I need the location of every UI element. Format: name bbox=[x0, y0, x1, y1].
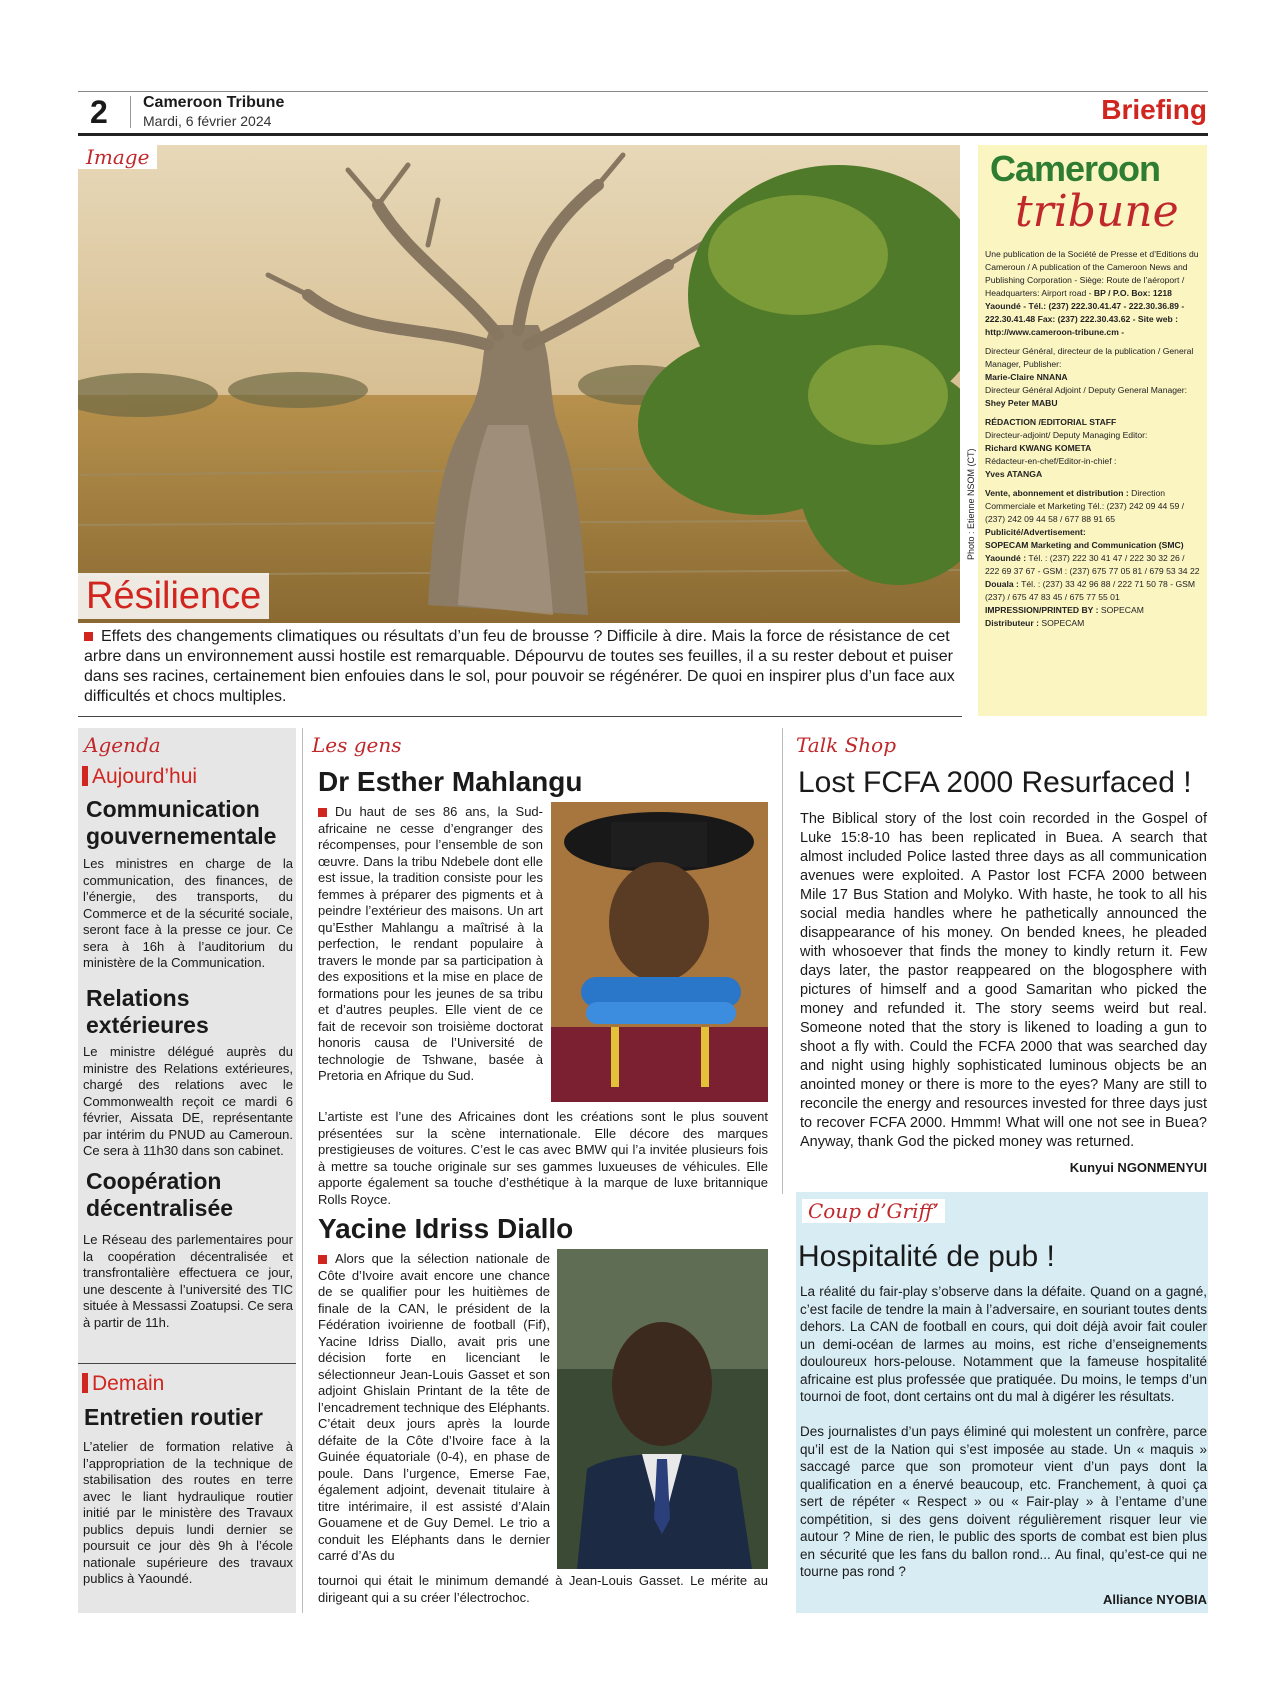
mast-dgm-name: Shey Peter MABU bbox=[985, 398, 1058, 408]
mast-contact: BP / P.O. Box: 1218 Yaoundé - Tél.: (237) 222.30.41.47 - 222.30.36.89 - 222.30.41.48 Fax: (237) 222.30.43.62 - Site web : http://www.cameroon-tribune.cm - bbox=[985, 288, 1185, 337]
mast-eic-role: Rédacteur-en-chef/Editor-in-chief : bbox=[985, 456, 1117, 466]
mast-dme-role: Directeur-adjoint/ Deputy Managing Editor: bbox=[985, 430, 1148, 440]
coup-griff-author: Alliance NYOBIA bbox=[1102, 1592, 1207, 1607]
mast-yaounde-text: Tél. : (237) 222 30 41 47 / 222 30 32 26 / 222 69 37 67 - GSM : (237) 675 77 05 81 / 679 53 34 22 bbox=[985, 553, 1200, 576]
paper-name: Cameroon Tribune bbox=[143, 94, 285, 111]
header-separator bbox=[130, 96, 131, 128]
person-bio-text: Alors que la sélection nationale de Côte d’Ivoire avait encore une chance de se qualifier pour les huitièmes de finale de la CAN, le président de la Fédération ivoirienne de football (Fif), Yacine Idriss Diallo, avait pris une décision forte en licenciant le sélectionneur Jean-Louis Gasset et son adjoint Ghislain Printant de la tête de l’encadrement technique des Eléphants. C’était deux jours après la lourde défaite de la Côte d’Ivoire face à la Guinée équatoriale (0-4), en phase de poule. Dans l’urgence, Emerse Fae, également adjoint, devenait titulaire à titre intérimaire, il est assisté d’Alain Gouamene et de Guy Demel. Le trio a conduit les Eléphants dans le dernier carré d’As du bbox=[318, 1251, 550, 1563]
masthead-info bbox=[985, 248, 1200, 636]
image-label: Image bbox=[78, 145, 157, 169]
coup-griff-title: Hospitalité de pub ! bbox=[798, 1240, 1055, 1273]
section-title: Briefing bbox=[1101, 94, 1207, 125]
agenda-divider bbox=[78, 1363, 296, 1364]
portrait-illustration bbox=[551, 802, 768, 1102]
red-bar bbox=[82, 1373, 88, 1393]
bullet-icon bbox=[318, 1255, 327, 1264]
issue-date: Mardi, 6 février 2024 bbox=[143, 113, 272, 129]
agenda-item-title: Communication gouvernementale bbox=[86, 796, 277, 849]
mast-dgm-role: Directeur Général Adjoint / Deputy General Manager: bbox=[985, 385, 1188, 395]
photo-caption bbox=[84, 627, 956, 707]
talk-shop-author: Kunyui NGONMENYUI bbox=[1069, 1160, 1207, 1175]
person-bio-full: tournoi qui était le minimum demandé à Jean-Louis Gasset. Le mérite au dirigeant qui a su créer l’électrochoc. bbox=[318, 1573, 768, 1605]
mast-print-head: IMPRESSION/PRINTED BY : bbox=[985, 605, 1099, 615]
agenda-tomorrow-head bbox=[82, 1372, 164, 1396]
talk-shop-title: Lost FCFA 2000 Resurfaced ! bbox=[798, 766, 1192, 799]
agenda-tomorrow-label: Demain bbox=[92, 1372, 165, 1395]
header-top-rule bbox=[78, 91, 1208, 92]
talk-shop-body: The Biblical story of the lost coin recorded in the Gospel of Luke 15:8-10 has been replicated in Buea. A search that almost included Police lasted three days as all communication avenues were exploited. A Pastor lost FCFA 2000 between Mile 17 Bus Station and Molyko. With haste, he took to all his social media handles where he pathetically announced the disappearance of his money. On bended knees, he pleaded with whosoever that finds the money to kindly return it. Few days later, the pastor reappeared on the blogosphere with pictures of himself and a good Samaritan who picked the money and refunded it. The story seems weird but real. Someone noted that the story is likened to loading a gun to shoot a fly with. Could the FCFA 2000 that was searched day and night using highly sophisticated luminous objects be an anointed money or there is more to the eyes? Many are still to reconcile the energy and resources invested for three days just to recover FCFA 2000. Hmmm! What will one not see in Buea? Anyway, thank God the picked money was returned. bbox=[800, 811, 1207, 1150]
mast-gm-name: Marie-Claire NNANA bbox=[985, 372, 1068, 382]
esther-mahlangu-photo bbox=[551, 802, 768, 1102]
baobab-illustration bbox=[78, 145, 960, 623]
portrait-illustration bbox=[557, 1249, 768, 1569]
agenda-today-head bbox=[82, 765, 197, 789]
person-bio-wrap bbox=[318, 1251, 550, 1565]
agenda-item-body: Les ministres en charge de la communication, des finances, de l’énergie, des transports, du Commerce et de la sécurité sociale, seront face à la presse ce jour. Ce sera à 16h à l’auditorium du ministère de la Communication. bbox=[83, 856, 293, 970]
photo-title: Résilience bbox=[78, 573, 269, 619]
baobab-photo bbox=[78, 145, 960, 623]
bullet-icon bbox=[318, 808, 327, 817]
masthead-logo-top: Cameroon bbox=[990, 148, 1161, 189]
agenda-label: Agenda bbox=[84, 733, 161, 757]
masthead-logo-bottom: tribune bbox=[1015, 186, 1179, 237]
agenda-today-label: Aujourd’hui bbox=[92, 765, 198, 788]
coup-griff-p1: La réalité du fair-play s’observe dans la défaite. Quand on a gagné, c’est facile de tendre la main à l’adversaire, en souriant toutes dents dehors. La CAN de football en cours, qui doit déjà avoir fait couler un demi-océan de larmes au moins, est riche d’enseignements douloureux hors-pelouse. Notamment que la fameuse hospitalité africaine est plus professée que pratiquée. Du moins, le temps d’un tournoi de foot, dont certains ont du mal à digérer les résultats. bbox=[800, 1284, 1207, 1404]
coup-griff-label: Coup d’Griff’ bbox=[802, 1199, 945, 1223]
les-gens-label: Les gens bbox=[312, 733, 402, 757]
mast-douala-head: Douala : bbox=[985, 579, 1019, 589]
bullet-icon bbox=[84, 632, 93, 641]
column-divider bbox=[782, 728, 783, 1194]
agenda-item-body: L’atelier de formation relative à l’appropriation de la technique de stabilisation des routes en terre avec le liant hydraulique routier initié par le ministère des Travaux publics depuis lundi dernier se poursuit ce jour dès 9h à l’école nationale supérieure des travaux publics à Yaoundé. bbox=[83, 1439, 293, 1586]
mast-sales-head: Vente, abonnement et distribution : bbox=[985, 488, 1129, 498]
mast-ads-text: SOPECAM Marketing and Communication (SMC) bbox=[985, 540, 1184, 550]
agenda-item-body: Le ministre délégué auprès du ministre des Relations extérieures, chargé des relations avec le Commonwealth reçoit ce mardi 6 février, Aissata DE, représentante par intérim du PNUD au Cameroun. Ce sera à 11h30 dans son cabinet. bbox=[83, 1044, 293, 1158]
person-name: Yacine Idriss Diallo bbox=[318, 1213, 574, 1244]
mast-dist-head: Distributeur : bbox=[985, 618, 1039, 628]
agenda-item-title: Relations extérieures bbox=[86, 985, 209, 1038]
mast-dme-name: Richard KWANG KOMETA bbox=[985, 443, 1092, 453]
mast-sales-text: Direction Commerciale et Marketing Tél.: (237) 242 09 44 59 / (237) 242 09 44 58 / 677 88 91 65 bbox=[985, 488, 1185, 524]
coup-griff-p2: Des journalistes d’un pays éliminé qui molestent un confrère, parce qu’il est de la Nation qui s’est imposée au stade. Un « maquis » saccagé parce que son promoteur vient d’un pays dont la qualification en a énervé beaucoup, etc. Franchement, à quoi ça sert de répéter « Respect » ou « Fair-play » à l’entame d’une compétition, si des gens doivent régulièrement risquer leur vie autour ? Mine de rien, le public des sports de combat est bien plus en sécurité que les fans du ballon rond... Au final, qu’est-ce qui ne tourne pas rond ? bbox=[800, 1424, 1207, 1579]
agenda-item-body: Le Réseau des parlementaires pour la coopération décentralisée et transfrontalière effectuera ce jour, une descente à l’université des TIC située à Messassi Zoatupsi. Ce sera à partir de 11h. bbox=[83, 1232, 293, 1330]
mast-dist-text: SOPECAM bbox=[1041, 618, 1085, 628]
mast-eic-name: Yves ATANGA bbox=[985, 469, 1043, 479]
mast-gm-role: Directeur Général, directeur de la publication / General Manager, Publisher: bbox=[985, 346, 1194, 369]
agenda-item-title: Coopération décentralisée bbox=[86, 1168, 234, 1221]
caption-text: Effets des changements climatiques ou résultats d’un feu de brousse ? Difficile à dire. Mais la force de résistance de cet arbre dans un environnement aussi hostile est remarquable. Dépourvu de toutes ses feuilles, il a su rester debout et puiser dans ses racines, certainement bien enfouies dans le sol, pour pouvoir se régénérer. De quoi en inspirer plus d’un face aux difficultés et chocs multiples. bbox=[84, 628, 955, 705]
mast-douala-text: Tél. : (237) 33 42 96 88 / 222 71 50 78 - GSM (237) / 675 47 83 45 / 675 77 55 01 bbox=[985, 579, 1196, 602]
page-number: 2 bbox=[90, 94, 108, 130]
yacine-diallo-photo bbox=[557, 1249, 768, 1569]
mast-print-text: SOPECAM bbox=[1100, 605, 1144, 615]
header-rule bbox=[78, 133, 1208, 136]
photo-credit: Photo : Etienne NSOM (CT) bbox=[966, 448, 976, 560]
person-name: Dr Esther Mahlangu bbox=[318, 766, 583, 797]
talk-shop-label: Talk Shop bbox=[796, 733, 897, 757]
column-divider bbox=[302, 728, 303, 1613]
mast-editorial-head: RÉDACTION /EDITORIAL STAFF bbox=[985, 417, 1117, 427]
red-bar bbox=[82, 766, 88, 786]
agenda-item-title: Entretien routier bbox=[84, 1404, 263, 1430]
mast-publisher-text: Une publication de la Société de Presse et d’Editions du Cameroun / A publication of the Cameroon News and Publishing Corporation - Siège: Route de l’aéroport / Headquarters: Airport road - bbox=[985, 249, 1199, 298]
person-bio-text: Du haut de ses 86 ans, la Sud-africaine ne cesse d’engranger des récompenses, pour l’ensemble de son œuvre. Dans la tribu Ndebele dont elle est issue, la tradition consiste pour les femmes à préparer des pigments et à peindre l’extérieur des maisons. Un art qu’Esther Mahlangu a maîtrisé à la perfection, le rendant populaire à travers le monde par sa participation à des expositions et la mise en place de formations pour les jeunes de sa tribu et d’autres peuples. Elle vient de ce fait de recevoir son troisième doctorat honoris causa de l’Université de technologie de Tshwane, basée à Pretoria en Afrique du Sud. bbox=[318, 804, 543, 1083]
mast-ads-head: Publicité/Advertisement: bbox=[985, 527, 1086, 537]
photo-bottom-rule bbox=[78, 716, 962, 717]
person-bio-wrap bbox=[318, 804, 543, 1085]
person-bio-full: L’artiste est l’une des Africaines dont les créations sont le plus souvent présentées sur la scène internationale. Elle décore des marques prestigieuses de voitures. C’est le cas avec BMW qui l’a invitée plusieurs fois à mettre sa touche originale sur ses gammes luxueuses de véhicules. Elle apporte également sa touche d’esthétique à la marque de luxe britannique Rolls Royce. bbox=[318, 1109, 768, 1207]
mast-yaounde-head: Yaoundé : bbox=[985, 553, 1027, 563]
